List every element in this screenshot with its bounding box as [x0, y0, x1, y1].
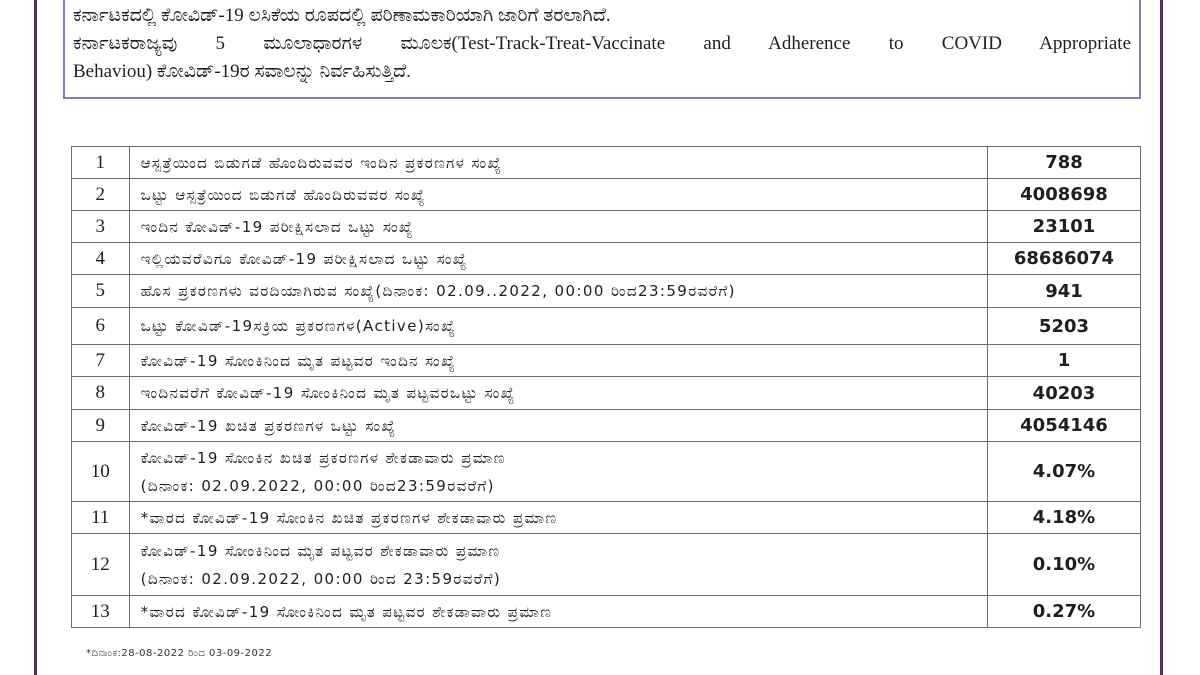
table-row [72, 243, 1141, 275]
row-value: 68686074 [987, 243, 1140, 275]
table-row [72, 596, 1141, 628]
row-description: ಹೊಸ ಪ್ರಕರಣಗಳು ವರದಿಯಾಗಿರುವ ಸಂಖ್ಯೆ(ದಿನಾಂಕ: 02.09..2022, 00:00 ರಿಂದ23:59ರವರೆಗೆ) [140, 282, 736, 300]
intro-line-3: Behaviou) ಕೋವಿಡ್-19ರ ಸವಾಲನ್ನು ನಿರ್ವಹಿಸುತ್ತಿದೆ. [73, 61, 411, 82]
row-number: 4 [72, 243, 130, 275]
row-value: 0.27% [987, 596, 1140, 628]
row-value: 4054146 [987, 410, 1140, 442]
table-row [72, 534, 1141, 596]
row-number: 3 [72, 211, 130, 243]
row-value: 1 [987, 345, 1140, 377]
row-number: 11 [72, 502, 130, 534]
row-value: 40203 [987, 377, 1140, 410]
row-description: *ವಾರದ ಕೋವಿಡ್-19 ಸೋಂಕಿನ ಖಚಿತ ಪ್ರಕರಣಗಳ ಶೇಕಡಾವಾರು ಪ್ರಮಾಣ [140, 508, 558, 527]
row-value: 0.10% [987, 534, 1140, 596]
row-description: ಕೋವಿಡ್-19 ಸೋಂಕಿನಿಂದ ಮೃತ ಪಟ್ಟವರ ಇಂದಿನ ಸಂಖ್ಯೆ [140, 351, 457, 370]
row-value: 4008698 [987, 179, 1140, 211]
intro-line-2: ಕರ್ನಾಟಕರಾಜ್ಯವು 5 ಮೂಲಾಧಾರಗಳ ಮೂಲಕ(Test-Track-Treat-Vaccinate and Adherence to COVID Appropriate [73, 33, 1131, 54]
row-value: 5203 [987, 308, 1140, 345]
row-description: ಕೋವಿಡ್-19 ಸೋಂಕಿನಿಂದ ಮೃತ ಪಟ್ಟವರ ಶೇಕಡಾವಾರು ಪ್ರಮಾಣ [140, 541, 501, 560]
row-number: 1 [72, 147, 130, 179]
intro-text-box [63, 0, 1141, 99]
table-row [72, 211, 1141, 243]
row-description: ಕೋವಿಡ್-19 ಸೋಂಕಿನ ಖಚಿತ ಪ್ರಕರಣಗಳ ಶೇಕಡಾವಾರು ಪ್ರಮಾಣ [140, 448, 506, 467]
row-value: 941 [987, 275, 1140, 308]
row-number: 6 [72, 308, 130, 345]
row-value: 23101 [987, 211, 1140, 243]
row-number: 8 [72, 377, 130, 410]
row-value: 4.18% [987, 502, 1140, 534]
table-row [72, 442, 1141, 502]
row-value: 788 [987, 147, 1140, 179]
row-number: 9 [72, 410, 130, 442]
table-row [72, 147, 1141, 179]
footnote-date-range: *ದಿನಾಂಕ:28-08-2022 ರಿಂದ 03-09-2022 [86, 648, 273, 659]
row-description: ಇಲ್ಲಿಯವರೆವಿಗೂ ಕೋವಿಡ್-19 ಪರೀಕ್ಷಿಸಲಾದ ಒಟ್ಟು ಸಂಖ್ಯೆ [140, 249, 468, 268]
row-description: ಒಟ್ಟು ಕೋವಿಡ್-19ಸಕ್ರಿಯ ಪ್ರಕರಣಗಳ(Active)ಸಂಖ್ಯೆ [140, 317, 457, 335]
row-description: ಕೋವಿಡ್-19 ಖಚಿತ ಪ್ರಕರಣಗಳ ಒಟ್ಟು ಸಂಖ್ಯೆ [140, 416, 397, 435]
table-row [72, 345, 1141, 377]
row-number: 2 [72, 179, 130, 211]
row-description: ಇಂದಿನ ಕೋವಿಡ್-19 ಪರೀಕ್ಷಿಸಲಾದ ಒಟ್ಟು ಸಂಖ್ಯೆ [140, 217, 414, 236]
table-row [72, 502, 1141, 534]
row-number: 10 [72, 442, 130, 502]
row-number: 12 [72, 534, 130, 596]
row-description: *ವಾರದ ಕೋವಿಡ್-19 ಸೋಂಕಿನಿಂದ ಮೃತ ಪಟ್ಟವರ ಶೇಕಡಾವಾರು ಪ್ರಮಾಣ [140, 602, 553, 621]
row-number: 7 [72, 345, 130, 377]
row-value: 4.07% [987, 442, 1140, 502]
table-row [72, 308, 1141, 345]
page-frame-left [34, 0, 37, 675]
intro-line-1: ಕರ್ನಾಟಕದಲ್ಲಿ ಕೋವಿಡ್-19 ಲಸಿಕೆಯ ರೂಪದಲ್ಲಿ ಪರಿಣಾಮಕಾರಿಯಾಗಿ ಜಾರಿಗೆ ತರಲಾಗಿದೆ. [73, 5, 611, 26]
table-row [72, 377, 1141, 410]
row-number: 5 [72, 275, 130, 308]
page-frame-right [1160, 0, 1163, 675]
row-description-date: (ದಿನಾಂಕ: 02.09.2022, 00:00 ರಿಂದ 23:59ರವರೆಗೆ) [140, 569, 502, 588]
table-row [72, 179, 1141, 211]
table-row [72, 275, 1141, 308]
row-description-date: (ದಿನಾಂಕ: 02.09.2022, 00:00 ರಿಂದ23:59ರವರೆಗೆ) [140, 476, 495, 495]
row-description: ಇಂದಿನವರೆಗೆ ಕೋವಿಡ್-19 ಸೋಂಕಿನಿಂದ ಮೃತ ಪಟ್ಟವರಒಟ್ಟು ಸಂಖ್ಯೆ [140, 384, 516, 402]
row-number: 13 [72, 596, 130, 628]
row-description: ಆಸ್ಪತ್ರೆಯಿಂದ ಬಿಡುಗಡೆ ಹೊಂದಿರುವವರ ಇಂದಿನ ಪ್ರಕರಣಗಳ ಸಂಖ್ಯೆ [140, 153, 503, 172]
covid-statistics-table [71, 146, 1141, 628]
row-description: ಒಟ್ಟು ಆಸ್ಪತ್ರೆಯಿಂದ ಬಿಡುಗಡೆ ಹೊಂದಿರುವವರ ಸಂಖ್ಯೆ [140, 185, 426, 204]
table-row [72, 410, 1141, 442]
